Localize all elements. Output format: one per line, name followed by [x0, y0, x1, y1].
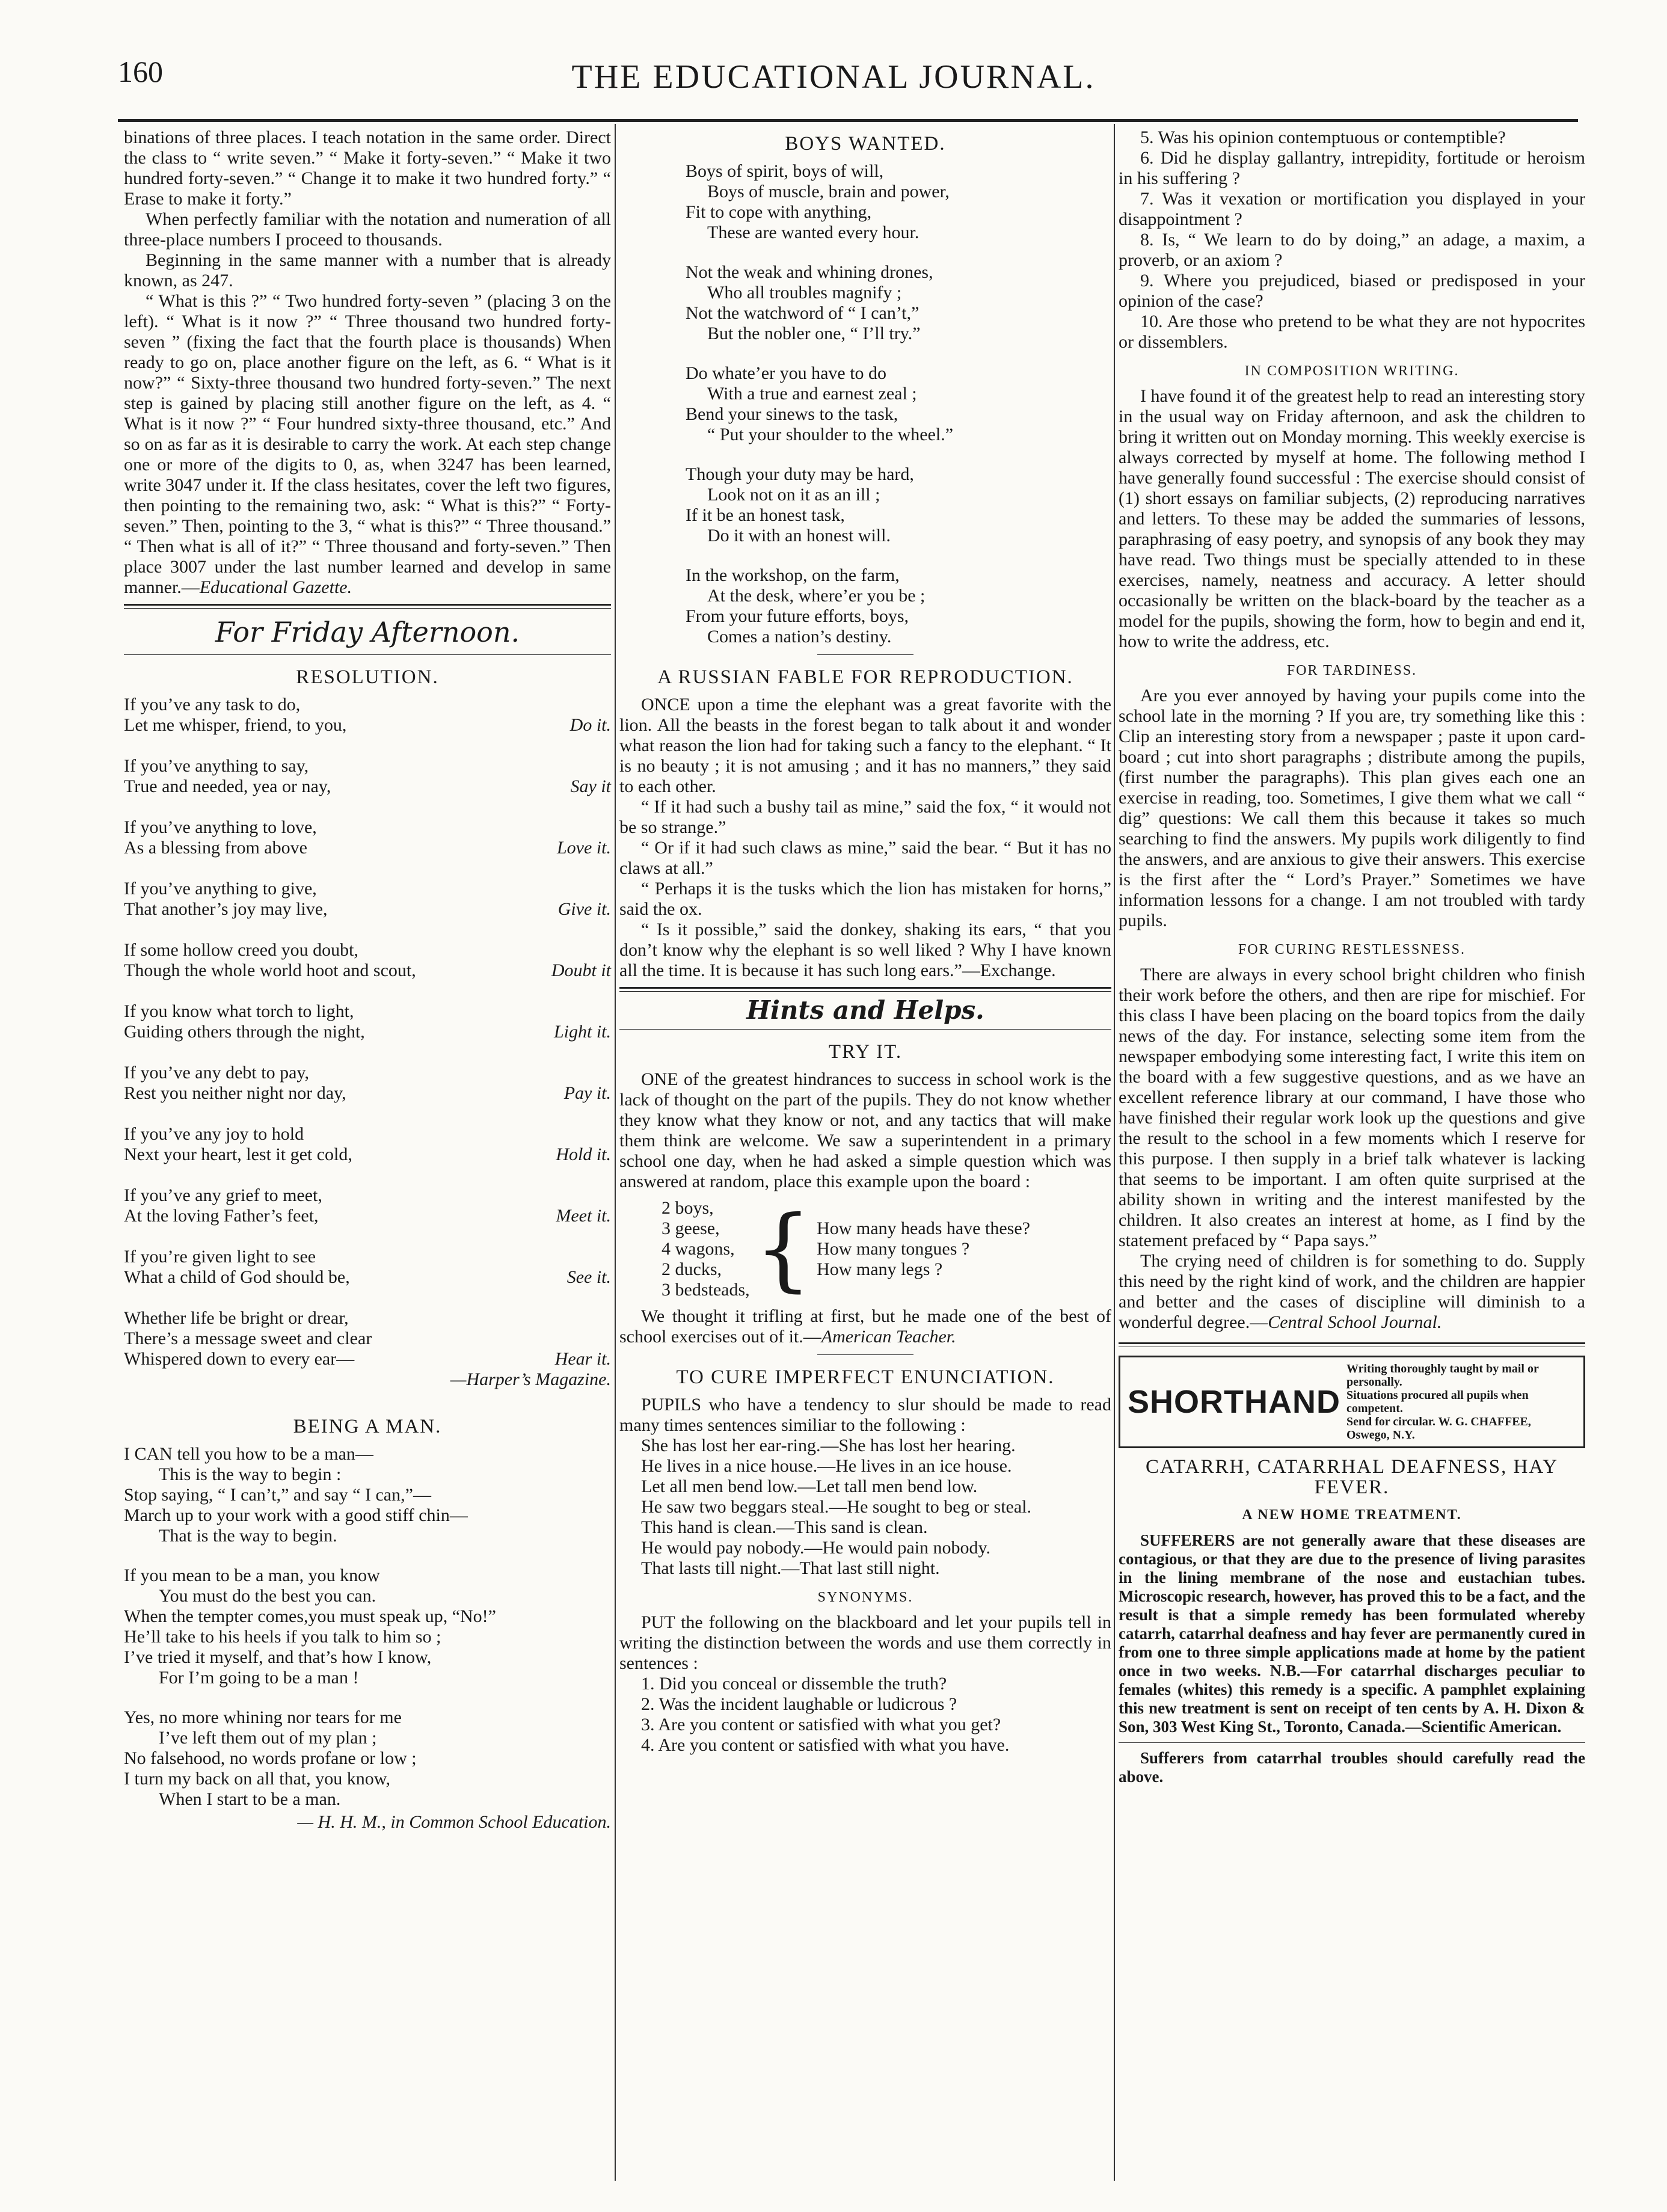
poem-refrain: Light it.: [553, 1022, 611, 1042]
poem-line: In the workshop, on the farm,: [686, 565, 900, 585]
poem-line: As a blessing from above: [124, 838, 307, 858]
poem-line: If you’ve any task to do,: [124, 695, 301, 714]
poem-line: But the nobler one, “ I’ll try.”: [707, 324, 921, 343]
poem-line: Not the watchword of “ I can’t,”: [686, 303, 919, 323]
composition-paragraph: I have found it of the greatest help to read an interesting story in the usual way on Friday afternoon, and ask the children to bring it written out on Monday morning. This weekly exercise is always corrected by myself at home. The following method I have generally found successful : The exercise should consist of (1) short essays on familiar subjects, (2) reproducing narratives and letters. To these may be added the summaries of lessons, paraphrasing of easy poetry, and synopsis of any book they may have read. Two things must be specially attended to in these exercises, namely, neatness and accuracy. A letter should occasionally be written on the black-board by the teacher as a model for the pupils, showing the form, how to begin and end it, how to write the address, etc.: [1119, 386, 1585, 651]
poem-stanza: [686, 565, 1111, 647]
synonym-question: 7. Was it vexation or mortification you displayed in your disappointment ?: [1119, 189, 1585, 229]
notation-paragraph-3: Beginning in the same manner with a number that is already known, as 247.: [124, 250, 611, 290]
notation-paragraph-2: When perfectly familiar with the notation and numeration of all three-place numbers I proceed to thousands.: [124, 209, 611, 250]
poem-line: Bend your sinews to the task,: [686, 404, 898, 424]
section-rule: [619, 987, 1111, 992]
catarrh-footer: Sufferers from catarrhal troubles should carefully read the above.: [1119, 1749, 1585, 1786]
poem-line: What a child of God should be,: [124, 1267, 350, 1287]
poem-refrain: See it.: [566, 1267, 611, 1287]
example-question: How many legs ?: [817, 1259, 943, 1279]
enunciation-title: TO CURE IMPERFECT ENUNCIATION.: [676, 1366, 1055, 1388]
synonym-question: 9. Where you prejudiced, biased or predisposed in your opinion of the case?: [1119, 271, 1585, 311]
poem-stanza: [124, 817, 611, 858]
poem-stanza: [124, 756, 611, 797]
poem-stanza: [124, 1063, 611, 1104]
example-item: 2 boys,: [662, 1198, 714, 1218]
poem-refrain: Pay it.: [563, 1083, 611, 1103]
poem-stanza: [124, 940, 611, 981]
tardiness-paragraph: Are you ever annoyed by having your pupils come into the school late in the morning ? If you are, try something like this : Clip an interesting story from a newspaper ; paste it upon card-board ; cut into short paragraphs ; distribute among the pupils, (first number the paragraphs). This plan gives each one an exercise in reading, too. Sometimes, I give them what we call “ dig” questions: We call them this because it takes so much searching to find the answers. My pupils work diligently to find the answers, and are anxious to give their answers. This exercise is the first after the “ Lord’s Prayer.” Sometimes we have information lessons for a change. I am not troubled with tardy pupils.: [1119, 686, 1585, 930]
shorthand-ad: [1119, 1356, 1585, 1448]
enunciation-line: She has lost her ear-ring.—She has lost her hearing.: [641, 1436, 1016, 1455]
column-3: [1119, 127, 1585, 1786]
poem-stanza: [124, 1124, 611, 1165]
section-rule: [1119, 1342, 1585, 1347]
notation-credit: Educational Gazette.: [199, 577, 352, 597]
example-items: [662, 1198, 750, 1300]
poem-line: Next your heart, lest it get cold,: [124, 1144, 352, 1164]
being-a-man-title: BEING A MAN.: [293, 1416, 442, 1437]
poem-line: I turn my back on all that, you know,: [124, 1769, 390, 1789]
tardiness-title: FOR TARDINESS.: [1286, 663, 1417, 678]
synonyms-intro: PUT the following on the blackboard and let your pupils tell in writing the distinction between the words and use them correctly in sentences :: [619, 1612, 1111, 1673]
synonym-question: 10. Are those who pretend to be what they are not hypocrites or dissemblers.: [1119, 312, 1585, 352]
composition-title: IN COMPOSITION WRITING.: [1244, 363, 1460, 379]
poem-stanza: [124, 1247, 611, 1288]
poem-line: If you’ve any grief to meet,: [124, 1185, 322, 1205]
poem-line: From your future efforts, boys,: [686, 606, 909, 626]
example-item: 3 geese,: [662, 1218, 720, 1238]
poem-line: If you mean to be a man, you know: [124, 1565, 380, 1585]
section-rule: [124, 604, 611, 609]
poem-line: Yes, no more whining nor tears for me: [124, 1707, 402, 1727]
poem-line: March up to your work with a good stiff chin—: [124, 1505, 468, 1525]
example-item: 3 bedsteads,: [662, 1280, 750, 1300]
enunciation-line: Let all men bend low.—Let tall men bend low.: [641, 1476, 978, 1496]
notation-paragraph-4: [124, 291, 611, 598]
poem-line: With a true and earnest zeal ;: [707, 384, 917, 404]
resolution-title: RESOLUTION.: [296, 666, 439, 688]
poem-line: At the loving Father’s feet,: [124, 1206, 319, 1226]
poem-line: Not the weak and whining drones,: [686, 262, 933, 282]
poem-line: At the desk, where’er you be ;: [707, 586, 926, 606]
restlessness-credit: Central School Journal.: [1268, 1312, 1442, 1332]
poem-refrain: Say it: [570, 776, 611, 796]
poem-line: If you’ve anything to say,: [124, 756, 309, 776]
column-divider-2: [1114, 124, 1115, 2181]
try-it-title: TRY IT.: [828, 1041, 903, 1063]
poem-line: I’ve tried it myself, and that’s how I know,: [124, 1647, 432, 1667]
synonym-question: 8. Is, “ We learn to do by doing,” an adage, a maxim, a proverb, or an axiom ?: [1119, 230, 1585, 270]
page-number: 160: [118, 55, 163, 88]
poem-line: Let me whisper, friend, to you,: [124, 715, 347, 735]
poem-line: Comes a nation’s destiny.: [707, 627, 892, 647]
poem-stanza: [124, 1308, 611, 1369]
try-it-conclusion: [619, 1306, 1111, 1347]
poem-line: Stop saying, “ I can’t,” and say “ I can,”—: [124, 1485, 431, 1505]
poem-line: No falsehood, no words profane or low ;: [124, 1748, 417, 1768]
poem-refrain: Meet it.: [556, 1206, 611, 1226]
poem-line: You must do the best you can.: [159, 1586, 376, 1606]
column-divider-1: [615, 124, 616, 2181]
catarrh-subtitle: A NEW HOME TREATMENT.: [1242, 1507, 1462, 1523]
poem-line: This is the way to begin :: [159, 1464, 342, 1484]
enunciation-line: He saw two beggars steal.—He sought to beg or steal.: [641, 1497, 1032, 1517]
poem-line: If you’ve any joy to hold: [124, 1124, 304, 1144]
poem-line: Do whate’er you have to do: [686, 363, 887, 383]
poem-refrain: Love it.: [557, 838, 611, 858]
poem-line: Though your duty may be hard,: [686, 464, 914, 484]
poem-line: I’ve left them out of my plan ;: [159, 1728, 377, 1748]
poem-line: Boys of muscle, brain and power,: [707, 182, 950, 201]
poem-line: Look not on it as an ill ;: [707, 485, 880, 505]
section-rule: [124, 654, 611, 655]
poem-line: When I start to be a man.: [159, 1789, 341, 1809]
poem-line: If you know what torch to light,: [124, 1001, 354, 1021]
poem-stanza: [686, 262, 1111, 344]
example-questions: [817, 1218, 1030, 1280]
section-rule: [817, 654, 913, 655]
catarrh-title: CATARRH, CATARRHAL DEAFNESS, HAY FEVER.: [1145, 1456, 1559, 1498]
column-2: [619, 127, 1111, 1756]
boys-wanted-poem: [619, 161, 1111, 647]
poem-line: If you’ve anything to give,: [124, 879, 317, 899]
brace-icon: {: [754, 1197, 812, 1301]
synonym-question: 3. Are you content or satisfied with what you get?: [641, 1715, 1001, 1734]
poem-line: If some hollow creed you doubt,: [124, 940, 358, 960]
fable-title: A RUSSIAN FABLE FOR REPRODUCTION.: [657, 666, 1073, 688]
ad-line: Writing thoroughly taught by mail or personally.: [1346, 1362, 1539, 1389]
poem-stanza: [124, 1707, 611, 1810]
poem-stanza: [686, 363, 1111, 445]
poem-refrain: Give it.: [557, 899, 611, 919]
hints-heading: Hints and Helps.: [746, 995, 984, 1025]
try-it-credit: American Teacher.: [821, 1327, 956, 1347]
try-it-paragraph: ONE of the greatest hindrances to success in school work is the lack of thought on the part of the pupils. They do not know whether they know what they know or not, and any tactics that will make them think are welcome. We saw a superintendent in a primary school one day, when he had asked a simple question which was answered at random, place this example upon the board :: [619, 1069, 1111, 1191]
boys-wanted-title: BOYS WANTED.: [785, 133, 946, 155]
example-question: How many tongues ?: [817, 1239, 970, 1259]
being-a-man-credit: — H. H. M., in Common School Education.: [297, 1812, 611, 1832]
synonym-question: 6. Did he display gallantry, intrepidity, fortitude or heroism in his suffering ?: [1119, 148, 1585, 188]
section-rule: [817, 1354, 913, 1355]
example-item: 2 ducks,: [662, 1259, 722, 1279]
poem-line: He’ll take to his heels if you talk to him so ;: [124, 1627, 441, 1647]
section-rule: [1119, 1742, 1585, 1743]
poem-line: Who all troubles magnify ;: [707, 283, 902, 303]
fable-paragraph: “ Or if it had such claws as mine,” said the bear. “ But it has no claws at all.”: [619, 838, 1111, 878]
poem-stanza: [124, 1565, 611, 1688]
fable-paragraph: “ Perhaps it is the tusks which the lion has mistaken for horns,” said the ox.: [619, 879, 1111, 919]
restlessness-title: FOR CURING RESTLESSNESS.: [1238, 942, 1466, 957]
poem-stanza: [124, 1185, 611, 1226]
poem-stanza: [124, 695, 611, 736]
poem-line: “ Put your shoulder to the wheel.”: [707, 425, 954, 444]
poem-stanza: [124, 879, 611, 920]
poem-stanza: [686, 464, 1111, 546]
poem-line: Guiding others through the night,: [124, 1022, 365, 1042]
ad-line: Send for circular. W. G. CHAFFEE, Oswego, N.Y.: [1346, 1415, 1531, 1442]
poem-line: Boys of spirit, boys of will,: [686, 161, 884, 181]
example-question: How many heads have these?: [817, 1218, 1030, 1238]
catarrh-paragraph: SUFFERERS are not generally aware that these diseases are contagious, or that they are due to the presence of living parasites in the lining membrane of the nose and eustachian tubes. Microscopic research, however, has proved this to be a fact, and the result is that a simple remedy has been formulated whereby catarrh, catarrhal deafness and hay fever are permanently cured in from one to three simple applications made at home by the patient once in two weeks. N.B.—For catarrhal discharges peculiar to females (whites) this remedy is a specific. A pamphlet explaining this new treatment is sent on receipt of ten cents by A. H. Dixon & Son, 303 West King St., Toronto, Canada.—Scientific American.: [1119, 1531, 1585, 1736]
notation-text: “ What is this ?” “ Two hundred forty-seven ” (placing 3 on the left). “ What is it now ?” “ Three thousand two hundred forty-seven ” (fixing the fact that the fourth place is thousands) When ready to go on, place another figure on the left, as 6. “ What is it now?” “ Sixty-three thousand two hundred forty-seven.” The next step is gained by placing still another figure on the left, as 4. “ What is it now ?” “ Four hundred sixty-three thousand, etc.” And so on as far as it is desirable to carry the work. At each step change one or more of the digits to 0, as, when 3247 has been learned, write 3047 under it. If the class hesitates, cover the left two figures, then pointing to the remaining two, ask: “ What is this?” “ Forty-seven.” Then, pointing to the 3, “ what is this?” “ Three thousand.” “ Then what is all of it?” “ Three thousand and forty-seven.” Then place 3007 under the last number learned and develop in same manner.—: [124, 291, 611, 597]
poem-line: If it be an honest task,: [686, 505, 845, 525]
synonym-question: 5. Was his opinion contemptuous or contemptible?: [1140, 127, 1506, 147]
friday-heading: For Friday Afternoon.: [215, 616, 520, 648]
fable-paragraph: “ Is it possible,” said the donkey, shaking its ears, “ that you don’t know why the elephant is so well liked ? Why I have known all the time. It is because it has such long ears.”—Exchange.: [619, 920, 1111, 980]
poem-line: Rest you neither night nor day,: [124, 1083, 346, 1103]
poem-line: Whispered down to every ear—: [124, 1349, 355, 1369]
enunciation-line: He would pay nobody.—He would pain nobody.: [641, 1538, 991, 1558]
poem-line: These are wanted every hour.: [707, 223, 919, 242]
fable-paragraph: ONCE upon a time the elephant was a great favorite with the lion. All the beasts in the forest began to talk about it and wonder what reason the lion had for taking such a fancy to the elephant. “ It is no beauty ; it is not amusing ; and it has no manners,” they said to each other.: [619, 695, 1111, 796]
journal-title: THE EDUCATIONAL JOURNAL.: [571, 58, 1096, 96]
shorthand-ad-title: SHORTHAND: [1128, 1384, 1340, 1420]
poem-line: Whether life be bright or drear,: [124, 1308, 349, 1328]
try-it-conclusion-text: We thought it trifling at first, but he made one of the best of school exercises out of it.—: [619, 1306, 1111, 1347]
board-example: [662, 1198, 1111, 1300]
ad-line: Situations procured all pupils when competent.: [1346, 1389, 1529, 1415]
enunciation-line: He lives in a nice house.—He lives in an ice house.: [641, 1456, 1012, 1476]
poem-line: For I’m going to be a man !: [159, 1668, 359, 1688]
poem-refrain: Do it.: [569, 715, 611, 735]
header-rule: [118, 119, 1578, 122]
restlessness-paragraph: There are always in every school bright children who finish their work before the others, and then are ripe for mischief. For this class I have been placing on the board topics from the daily news of the day. For instance, selecting some item from the newspaper embodying some interesting fact, I write this item on the board with a few suggestive questions, and as we have an excellent reference library at our command, I have those who have finished their regular work look up the questions and give the result to the school in a few moments which I reserve for this purpose. I then supply in a brief talk whatever is lacking that seems to be important. I am often quite surprised at the ability shown in writing and the interest manifested by the children. It also creates an interest at home, as I find by the statement prefaced by “ Papa says.”: [1119, 965, 1585, 1250]
poem-line: If you’ve anything to love,: [124, 817, 317, 837]
restlessness-text: The crying need of children is for something to do. Supply this need by the right kind of work, and the children are happier and better and the cases of discipline will diminish to a wonderful degree.—: [1119, 1251, 1585, 1332]
notation-paragraph-1: binations of three places. I teach notation in the same order. Direct the class to “ write seven.” “ Make it forty-seven.” “ Make it two hundred forty-seven.” “ Change it to make it two hundred forty.” “ Erase to make it forty.”: [124, 127, 611, 209]
synonym-question: 2. Was the incident laughable or ludicrous ?: [641, 1694, 957, 1714]
poem-line: I CAN tell you how to be a man—: [124, 1444, 373, 1464]
poem-refrain: Hear it.: [554, 1349, 611, 1369]
poem-line: True and needed, yea or nay,: [124, 776, 331, 796]
poem-line: If you’re given light to see: [124, 1247, 316, 1267]
poem-line: That another’s joy may live,: [124, 899, 328, 919]
example-item: 4 wagons,: [662, 1239, 735, 1259]
poem-stanza: [124, 1001, 611, 1042]
resolution-credit: —Harper’s Magazine.: [450, 1369, 611, 1389]
enunciation-line: That lasts till night.—That last still night.: [641, 1558, 940, 1578]
poem-line: When the tempter comes,you must speak up, “No!”: [124, 1606, 496, 1626]
resolution-poem: [124, 695, 611, 1390]
poem-line: There’s a message sweet and clear: [124, 1329, 372, 1348]
poem-line: Fit to cope with anything,: [686, 202, 872, 222]
poem-line: Do it with an honest will.: [707, 526, 891, 545]
shorthand-ad-details: [1346, 1362, 1576, 1442]
poem-line: If you’ve any debt to pay,: [124, 1063, 309, 1083]
fable-paragraph: “ If it had such a bushy tail as mine,” said the fox, “ it would not be so strange.”: [619, 797, 1111, 837]
poem-line: That is the way to begin.: [159, 1526, 337, 1546]
poem-refrain: Hold it.: [556, 1144, 611, 1164]
enunciation-intro: PUPILS who have a tendency to slur should be made to read many times sentences similiar to the following :: [619, 1395, 1111, 1435]
poem-stanza: [686, 161, 1111, 243]
synonym-question: 1. Did you conceal or dissemble the truth?: [641, 1674, 947, 1694]
poem-stanza: [124, 1444, 611, 1546]
restlessness-paragraph: [1119, 1251, 1585, 1333]
synonyms-title: SYNONYMS.: [817, 1590, 913, 1605]
synonym-question: 4. Are you content or satisfied with what you have.: [641, 1735, 1010, 1755]
poem-line: Though the whole world hoot and scout,: [124, 960, 416, 980]
enunciation-line: This hand is clean.—This sand is clean.: [641, 1517, 928, 1537]
section-rule: [619, 1029, 1111, 1030]
column-1: [124, 127, 611, 1833]
poem-refrain: Doubt it: [551, 960, 611, 980]
